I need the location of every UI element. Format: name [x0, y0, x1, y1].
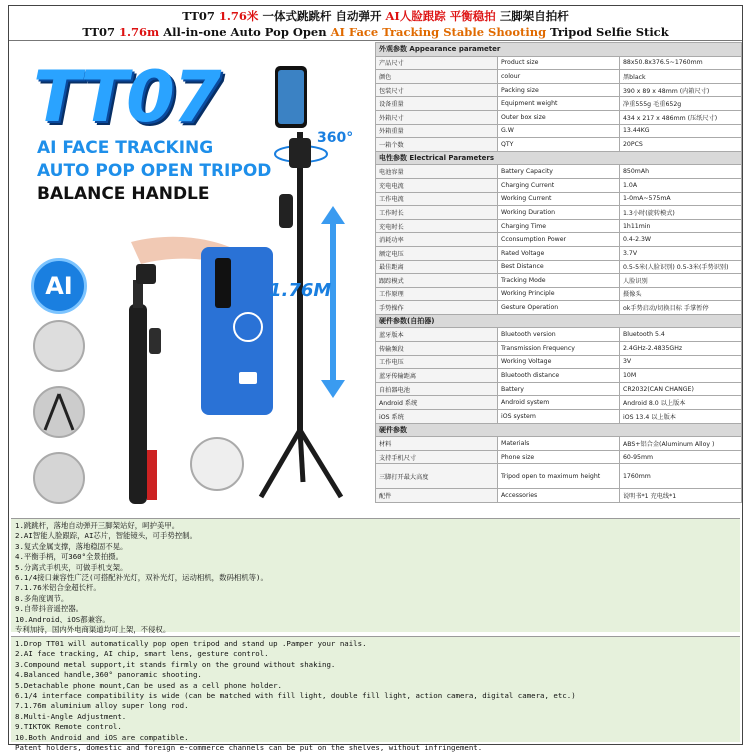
spec-row — [376, 328, 742, 342]
spec-row — [376, 206, 742, 220]
spec-row — [376, 450, 742, 464]
spec-label-en: Best Distance — [498, 260, 620, 274]
feature-line: 专利加持，国内外电商渠道均可上架，不侵权。 — [15, 624, 171, 634]
spec-label-cn: 颜色 — [376, 70, 498, 84]
spec-label-cn: 传输频段 — [376, 342, 498, 356]
tag-balance-handle: BALANCE HANDLE — [37, 184, 210, 204]
feature-line: 3.Compound metal support,it stands firmly on the ground without shaking. — [15, 659, 336, 669]
feature-line: 2.AI face tracking, AI chip, smart lens, gesture control. — [15, 649, 269, 659]
feature-line: 9.TIKTOK Remote control. — [15, 722, 122, 732]
feature-line: 1.Drop TT01 will automatically pop open tripod and stand up .Pamper your nails. — [15, 639, 367, 648]
spec-label-en: Cconsumption Power — [498, 233, 620, 247]
spec-row — [376, 464, 742, 489]
spec-label-en: Packing size — [498, 83, 620, 97]
feature-line: 10.Both Android and iOS are compatible. — [15, 732, 189, 742]
title-en-ai: AI Face Tracking Stable Shooting — [330, 25, 547, 39]
spec-row — [376, 138, 742, 152]
spec-label-en: Tracking Mode — [498, 274, 620, 288]
spec-value: Bluetooth 5.4 — [620, 328, 742, 342]
title-chinese — [9, 8, 742, 24]
spec-label-en: Android system — [498, 396, 620, 410]
document-frame — [8, 5, 743, 752]
title-cn-height: 1.76米 — [218, 9, 259, 23]
brand-logo: TT07 — [33, 56, 220, 138]
spec-row — [376, 382, 742, 396]
spec-row — [376, 83, 742, 97]
spec-row — [376, 260, 742, 274]
features-english — [11, 636, 740, 752]
spec-value: 1760mm — [620, 464, 742, 489]
spec-label-en: Charging Current — [498, 178, 620, 192]
spec-value: 人脸识别 — [620, 274, 742, 288]
feature-line: 9.自带抖音遥控器。 — [15, 604, 84, 614]
spec-label-cn: 消耗功率 — [376, 233, 498, 247]
spec-label-en: Bluetooth distance — [498, 369, 620, 383]
spec-label-cn: 外箱重量 — [376, 124, 498, 138]
spec-row — [376, 233, 742, 247]
spec-value: 1.0A — [620, 178, 742, 192]
feature-line: 2.AI智能人脸跟踪，AI芯片，智能镜头，可手势控制。 — [15, 531, 197, 541]
spec-row — [376, 396, 742, 410]
spec-label-cn: 支持手机尺寸 — [376, 450, 498, 464]
spec-section-title: 硬件参数 — [376, 423, 742, 437]
title-english — [9, 24, 742, 41]
feature-line: 7.1.76米铝合金超长杆。 — [15, 583, 101, 593]
title-cn-model: TT07 — [182, 9, 215, 23]
spec-label-cn: 蓝牙版本 — [376, 328, 498, 342]
spec-label-en: Materials — [498, 437, 620, 451]
spec-value: 摄像头 — [620, 287, 742, 301]
spec-row — [376, 178, 742, 192]
spec-row — [376, 70, 742, 84]
spec-label-en: Bluetooth version — [498, 328, 620, 342]
spec-label-en: Charging Time — [498, 219, 620, 233]
spec-label-en: Battery Capacity — [498, 165, 620, 179]
spec-section-title: 电性参数 Electrical Parameters — [376, 151, 742, 165]
spec-label-cn: 充电电流 — [376, 178, 498, 192]
spec-label-cn: 三脚打开最大高度 — [376, 464, 498, 489]
feature-line: 6.1/4接口兼容性广泛(可搭配补光灯，双补光灯，运动相机，数码相机等)。 — [15, 572, 268, 582]
spec-label-en: Transmission Frequency — [498, 342, 620, 356]
feature-line: 6.1/4 interface compatibility is wide (can be matched with fill light, double fill light, action camera, digital camera, etc.) — [15, 690, 576, 700]
spec-row — [376, 56, 742, 70]
spec-value: 88x50.8x376.5~1760mm — [620, 56, 742, 70]
spec-label-cn: Android 系统 — [376, 396, 498, 410]
spec-label-en: Phone size — [498, 450, 620, 464]
spec-label-cn: 额定电压 — [376, 246, 498, 260]
spec-label-en: G.W — [498, 124, 620, 138]
spec-value: ok手势启动/切换目标 手掌暂停 — [620, 301, 742, 315]
spec-row — [376, 110, 742, 124]
spec-value: 3V — [620, 355, 742, 369]
title-cn-ai: AI人脸跟踪 平衡稳拍 — [385, 9, 496, 23]
spec-label-cn: 自拍器电池 — [376, 382, 498, 396]
spec-value: 1h11min — [620, 219, 742, 233]
spec-value: 0.4-2.3W — [620, 233, 742, 247]
spec-value: 434 x 217 x 486mm (压纸尺寸) — [620, 110, 742, 124]
spec-section-header — [376, 151, 742, 165]
spec-value: 13.44KG — [620, 124, 742, 138]
feature-line: 1.跳跳杆，落地自动弹开三脚架站好，呵护美甲。 — [15, 521, 180, 530]
spec-label-en: QTY — [498, 138, 620, 152]
spec-label-cn: 最佳距离 — [376, 260, 498, 274]
spec-label-cn: 产品尺寸 — [376, 56, 498, 70]
height-label: 1.76M — [269, 280, 332, 301]
tag-auto-pop-open: AUTO POP OPEN TRIPOD — [37, 161, 272, 181]
spec-value: 850mAh — [620, 165, 742, 179]
spec-label-cn: 配件 — [376, 489, 498, 503]
title-en-desc2: Tripod Selfie Stick — [550, 25, 669, 39]
spec-row — [376, 369, 742, 383]
title-cn-desc2: 三脚架自拍杆 — [499, 9, 569, 23]
feature-line: 3.复式金属支撑，落地稳固不晃。 — [15, 541, 128, 551]
spec-label-en: Battery — [498, 382, 620, 396]
spec-label-en: Equipment weight — [498, 97, 620, 111]
spec-row — [376, 124, 742, 138]
spec-label-en: colour — [498, 70, 620, 84]
spec-value: 2.4GHz-2.4835GHz — [620, 342, 742, 356]
spec-table-grid — [375, 42, 742, 503]
spec-value: 说明书*1 充电线*1 — [620, 489, 742, 503]
spec-label-cn: 手势操作 — [376, 301, 498, 315]
spec-row — [376, 301, 742, 315]
features-chinese — [11, 518, 740, 632]
spec-label-en: Outer box size — [498, 110, 620, 124]
spec-row — [376, 410, 742, 424]
spec-value: 3.7V — [620, 246, 742, 260]
feature-line: 8.Multi-Angle Adjustment. — [15, 711, 127, 721]
spec-value: 390 x 89 x 48mm (内箱尺寸) — [620, 83, 742, 97]
tag-ai-face-tracking: AI FACE TRACKING — [37, 138, 214, 158]
spec-value: 60-95mm — [620, 450, 742, 464]
spec-value: 10M — [620, 369, 742, 383]
spec-label-cn: 外箱尺寸 — [376, 110, 498, 124]
spec-row — [376, 342, 742, 356]
spec-value: 黑black — [620, 70, 742, 84]
spec-value: 1.3小时(旋转模式) — [620, 206, 742, 220]
spec-label-en: Working Principle — [498, 287, 620, 301]
spec-label-en: Working Voltage — [498, 355, 620, 369]
spec-label-cn: 工作电流 — [376, 192, 498, 206]
spec-row — [376, 97, 742, 111]
spec-label-cn: 一箱个数 — [376, 138, 498, 152]
spec-value: iOS 13.4 以上版本 — [620, 410, 742, 424]
feature-line: 10.Android、iOS都兼容。 — [15, 614, 110, 624]
product-image — [11, 42, 373, 516]
feature-line: 8.多角度调节。 — [15, 593, 69, 603]
spec-label-en: Working Duration — [498, 206, 620, 220]
spec-label-cn: 设备重量 — [376, 97, 498, 111]
title-cn-desc1: 一体式跳跳杆 自动弹开 — [262, 9, 382, 23]
title-en-model: TT07 — [82, 25, 116, 39]
spec-label-cn: 工作时长 — [376, 206, 498, 220]
spec-label-cn: 电池容量 — [376, 165, 498, 179]
spec-label-cn: 跟踪模式 — [376, 274, 498, 288]
rotation-label: 360° — [317, 130, 354, 146]
spec-label-cn: 包装尺寸 — [376, 83, 498, 97]
spec-section-title: 外观参数 Appearance parameter — [376, 43, 742, 57]
spec-value: ABS+铝合金(Aluminum Alloy ) — [620, 437, 742, 451]
spec-value: 20PCS — [620, 138, 742, 152]
spec-label-en: Gesture Operation — [498, 301, 620, 315]
feature-line: 7.1.76m aluminium alloy super long rod. — [15, 701, 189, 711]
spec-row — [376, 489, 742, 503]
spec-section-header — [376, 43, 742, 57]
spec-row — [376, 219, 742, 233]
spec-row — [376, 355, 742, 369]
spec-value: Android 8.0 以上版本 — [620, 396, 742, 410]
spec-label-en: Working Current — [498, 192, 620, 206]
ai-badge: AI — [31, 258, 87, 314]
spec-label-cn: iOS 系统 — [376, 410, 498, 424]
spec-label-en: iOS system — [498, 410, 620, 424]
spec-section-title: 硬件参数(自拍器) — [376, 314, 742, 328]
spec-label-en: Tripod open to maximum height — [498, 464, 620, 489]
feature-line: 5.分离式手机夹，可做手机支架。 — [15, 562, 128, 572]
spec-label-cn: 工作电压 — [376, 355, 498, 369]
spec-value: 净重555g 毛重652g — [620, 97, 742, 111]
spec-label-cn: 材料 — [376, 437, 498, 451]
spec-label-en: Rated Voltage — [498, 246, 620, 260]
feature-line: 5.Detachable phone mount,Can be used as a cell phone holder. — [15, 680, 282, 690]
feature-line: Patent holders, domestic and foreign e-commerce channels can be put on the shelves, without infringement. — [15, 742, 483, 752]
spec-value: 1-0mA~575mA — [620, 192, 742, 206]
spec-value: 0.5-5米(人脸识别) 0.5-3米(手势识别) — [620, 260, 742, 274]
spec-label-en: Accessories — [498, 489, 620, 503]
spec-row — [376, 192, 742, 206]
spec-row — [376, 437, 742, 451]
spec-row — [376, 165, 742, 179]
spec-label-en: Product size — [498, 56, 620, 70]
spec-row — [376, 274, 742, 288]
title-en-desc1: All-in-one Auto Pop Open — [163, 25, 327, 39]
feature-line: 4.Balanced handle,360° panoramic shooting. — [15, 670, 202, 680]
spec-section-header — [376, 314, 742, 328]
spec-value: CR2032(CAN CHANGE) — [620, 382, 742, 396]
spec-label-cn: 工作原理 — [376, 287, 498, 301]
spec-label-cn: 蓝牙传输距离 — [376, 369, 498, 383]
spec-table — [375, 42, 742, 503]
feature-line: 4.平衡手柄，可360°全景拍摄。 — [15, 552, 123, 562]
title-en-height: 1.76m — [119, 25, 160, 39]
spec-row — [376, 246, 742, 260]
spec-row — [376, 287, 742, 301]
spec-label-cn: 充电时长 — [376, 219, 498, 233]
spec-section-header — [376, 423, 742, 437]
